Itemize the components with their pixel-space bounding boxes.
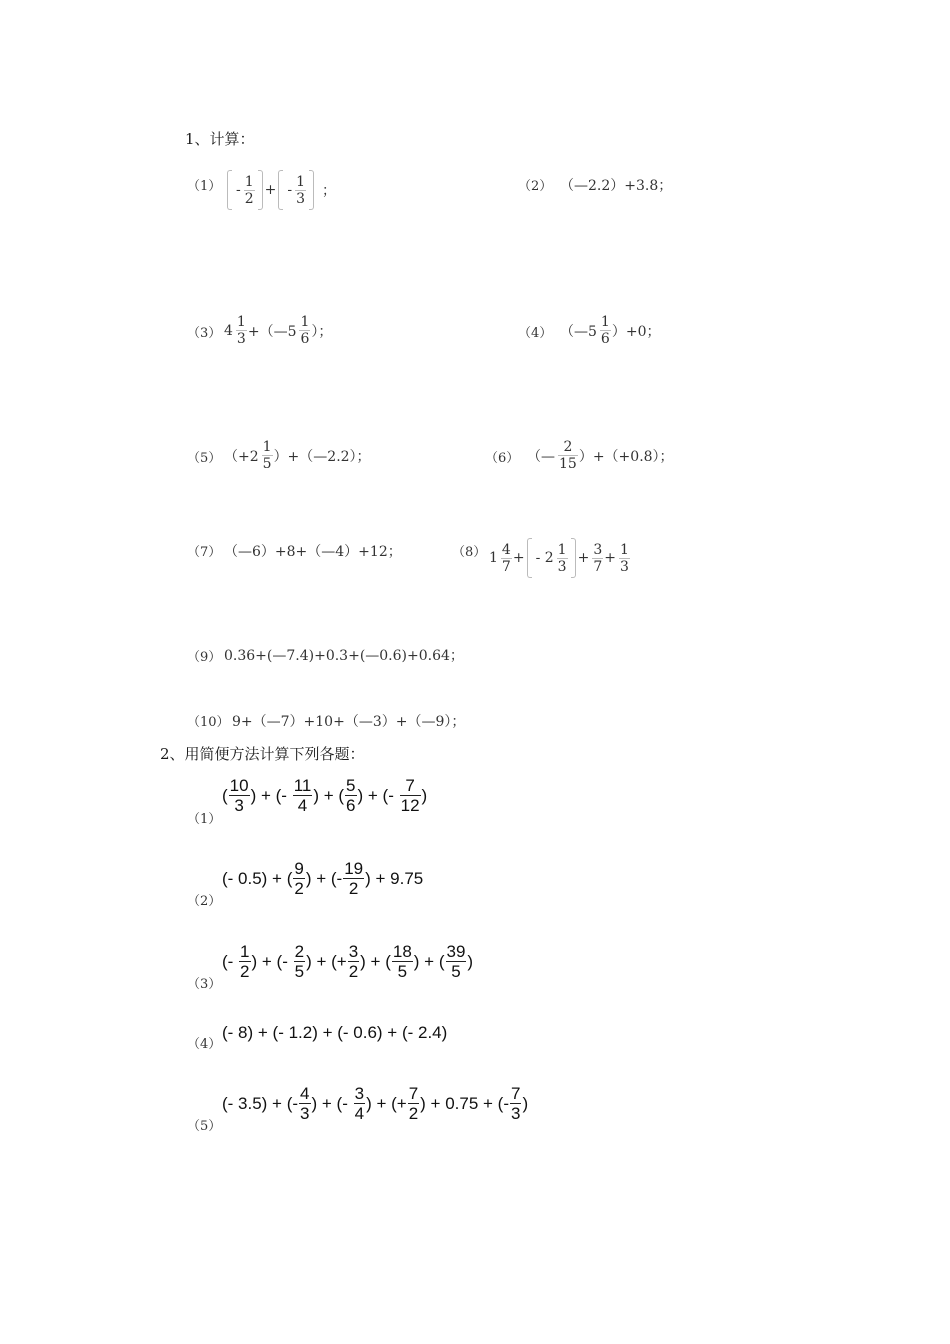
expr-part: ) + 0.75 + (- — [420, 1093, 509, 1113]
denominator: 4 — [297, 796, 308, 815]
numerator: 1 — [244, 173, 254, 190]
p1-1-expr — [227, 170, 338, 210]
numerator: 4 — [300, 1084, 310, 1103]
denominator: 3 — [511, 1104, 521, 1123]
denominator: 2 — [408, 1104, 419, 1123]
fraction — [392, 942, 413, 981]
p1-8-expr — [489, 538, 631, 578]
numerator: 1 — [262, 439, 272, 455]
section1-title: 1、计算： — [185, 130, 255, 148]
prefix-text: （+2 — [224, 448, 259, 465]
fraction — [600, 314, 611, 347]
numerator: 2 — [563, 439, 573, 455]
numerator: 1 — [600, 314, 610, 330]
fraction — [343, 859, 364, 898]
numerator: 39 — [446, 942, 466, 961]
sign: - — [287, 182, 293, 198]
p1-8-label: （8） — [452, 545, 487, 560]
fraction — [293, 859, 304, 898]
left-paren — [227, 170, 232, 210]
numerator: 4 — [501, 541, 511, 558]
numerator: 7 — [408, 1084, 419, 1103]
p2-5-label: （5） — [187, 1119, 222, 1134]
numerator: 1 — [236, 314, 246, 330]
fraction — [295, 174, 306, 207]
denominator: 6 — [346, 796, 356, 815]
p1-5-expr — [224, 439, 373, 472]
p1-4-label: （4） — [518, 326, 553, 341]
numerator: 3 — [348, 942, 359, 961]
p1-5-label: （5） — [187, 451, 222, 466]
denominator: 3 — [300, 1104, 310, 1123]
fraction — [400, 776, 421, 815]
denominator: 5 — [397, 962, 408, 981]
numerator: 19 — [344, 859, 364, 878]
fraction — [510, 1084, 521, 1123]
numerator: 1 — [240, 942, 250, 961]
right-paren — [571, 538, 576, 578]
fraction — [408, 1084, 419, 1123]
p1-10-expr: 9+（—7）+10+（—3）+（—9）； — [232, 714, 466, 730]
fraction — [345, 776, 356, 815]
end-text: ）+（+0.8）； — [578, 448, 674, 465]
inner-prefix: - 2 — [535, 550, 554, 566]
denominator: 5 — [451, 962, 461, 981]
p1-6-expr — [527, 439, 676, 472]
section2-title: 2、用简便方法计算下列各题： — [160, 745, 365, 763]
numerator: 1 — [619, 541, 629, 558]
left-paren — [527, 538, 532, 578]
fraction — [229, 776, 250, 815]
denominator: 3 — [296, 190, 306, 207]
fraction — [619, 542, 630, 575]
prefix-text: （—5 — [560, 323, 597, 340]
right-paren — [309, 170, 314, 210]
p1-7-expr: （—6）+8+（—4）+12； — [224, 544, 402, 560]
p2-2-label: （2） — [187, 894, 222, 909]
p1-3-expr — [224, 314, 334, 347]
expr-part: (- 0.5) + ( — [222, 868, 293, 888]
numerator: 10 — [229, 776, 249, 795]
fraction — [244, 174, 255, 207]
fraction — [557, 542, 568, 575]
fraction — [592, 542, 603, 575]
fraction — [354, 1084, 365, 1123]
numerator: 7 — [511, 1084, 521, 1103]
left-paren — [278, 170, 283, 210]
operator: + — [264, 182, 277, 198]
p2-5-expr: (- 3.5) + (- $\frac{4}{3}$ ) + (- $\frac{3}{4}$ ) + (+ $\frac{7}{2}$ ) + 0.75 + (- $\frac{7}{3}$ ) — [222, 1084, 529, 1123]
p2-1-label: （1） — [187, 812, 222, 827]
p1-9-expr: 0.36+(—7.4)+0.3+(—0.6)+0.64； — [224, 648, 464, 664]
numerator: 1 — [300, 314, 310, 330]
p2-3-expr: (- $\frac{1}{2}$ ) + (- $\frac{2}{5}$ ) + (+ $\frac{3}{2}$ ) + ( $\frac{18}{5}$ ) + ( $\frac{39}{5}$ ) — [222, 942, 474, 981]
p2-4-label: （4） — [187, 1037, 222, 1052]
p2-2-expr — [222, 859, 423, 898]
p2-1-expr: ( $\frac{10}{3}$ ) + (- $\frac{11}{4}$ ) + ( $\frac{5}{6}$ ) + (- $\frac{7}{12}$ ) — [222, 776, 428, 815]
denominator: 5 — [294, 962, 305, 981]
denominator: 3 — [234, 796, 244, 815]
p1-4-expr — [560, 314, 662, 347]
fraction — [294, 942, 305, 981]
middle-text: +（—5 — [247, 323, 297, 340]
fraction — [558, 439, 578, 472]
numerator: 2 — [294, 942, 305, 961]
fraction — [299, 314, 310, 347]
p2-3-label: （3） — [187, 977, 222, 992]
numerator: 11 — [293, 776, 312, 795]
denominator: 2 — [348, 962, 359, 981]
numerator: 7 — [405, 776, 415, 795]
fraction — [348, 942, 359, 981]
denominator: 4 — [354, 1104, 365, 1123]
operator: + — [577, 550, 590, 566]
denominator: 3 — [619, 558, 629, 575]
numerator: 5 — [346, 776, 356, 795]
denominator: 7 — [593, 558, 603, 575]
p1-2-expr: （—2.2）+3.8； — [560, 178, 673, 194]
p1-7-label: （7） — [187, 545, 222, 560]
fraction — [446, 942, 467, 981]
p1-9-label: （9） — [187, 650, 222, 665]
denominator: 6 — [600, 331, 610, 347]
fraction — [299, 1084, 310, 1123]
numerator: 3 — [593, 541, 603, 558]
fraction — [262, 439, 273, 472]
p1-6-label: （6） — [485, 451, 520, 466]
numerator: 1 — [296, 173, 306, 190]
whole-number: 1 — [489, 550, 498, 566]
denominator: 12 — [400, 796, 420, 815]
denominator: 15 — [559, 456, 577, 472]
prefix-text: （— — [527, 448, 555, 465]
numerator: 1 — [557, 541, 567, 558]
numerator: 9 — [294, 859, 304, 878]
fraction — [236, 314, 247, 347]
operator: + — [512, 550, 525, 566]
fraction — [293, 776, 313, 815]
sign: - — [236, 182, 241, 198]
denominator: 6 — [300, 331, 310, 347]
denominator: 2 — [294, 879, 304, 898]
expr-part: ) + 9.75 — [365, 868, 424, 888]
p2-4-expr: (- 8) + (- 1.2) + (- 0.6) + (- 2.4) — [222, 1023, 448, 1042]
p1-2-label: （2） — [518, 179, 553, 194]
terminator: ； — [322, 183, 337, 199]
denominator: 2 — [348, 879, 359, 898]
fraction — [501, 542, 512, 575]
operator: + — [604, 550, 616, 566]
end-text: ）+0； — [611, 323, 661, 340]
numerator: 18 — [392, 942, 412, 961]
numerator: 3 — [354, 1084, 365, 1103]
expr-part: (- 3.5) + (- — [222, 1093, 299, 1113]
end-text: ）+（—2.2）； — [273, 448, 371, 465]
right-paren — [258, 170, 263, 210]
denominator: 3 — [557, 558, 567, 575]
p1-10-label: （10） — [187, 715, 230, 730]
denominator: 5 — [262, 456, 272, 472]
whole-number: 4 — [224, 322, 233, 339]
fraction — [239, 942, 250, 981]
p1-3-label: （3） — [187, 326, 222, 341]
expr-part: ) + (- — [305, 868, 343, 888]
end-text: ）； — [311, 323, 333, 340]
denominator: 2 — [240, 962, 250, 981]
denominator: 7 — [501, 558, 511, 575]
denominator: 3 — [236, 331, 246, 347]
p1-1-label: （1） — [187, 179, 222, 194]
denominator: 2 — [244, 190, 254, 207]
